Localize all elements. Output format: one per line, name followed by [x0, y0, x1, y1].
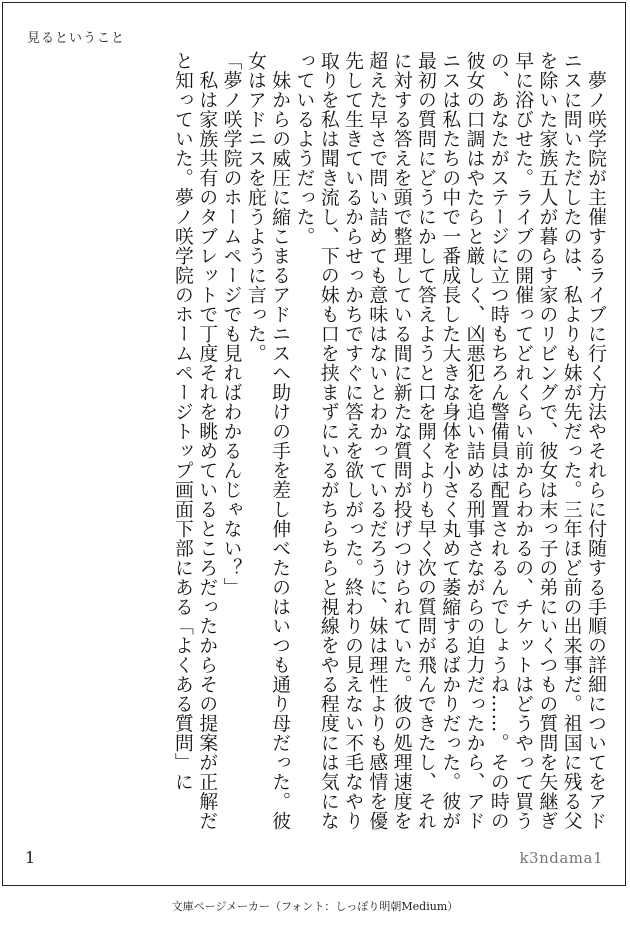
- page-number: 1: [25, 848, 36, 867]
- running-head-title: 見るということ: [27, 31, 126, 46]
- author-name: k3ndama1: [519, 849, 603, 867]
- paragraph: 私は家族共有のタブレットで丁度それを眺めているところだったからその提案が正解だと知っていた。夢ノ咲学院のホームページトップ画面下部にある「よくある質問」に: [171, 51, 218, 831]
- paragraph: 夢ノ咲学院が主催するライブに行く方法やそれらに付随する手順の詳細についてをアドニスに問いただしたのは、私よりも妹が先だった。三年ほど前の出来事だ。祖国に残る父を除いた家族五人が暮らす家のリビングで、彼女は末っ子の弟にいくつもの質問を矢継ぎ早に浴びせた。ライブの開催ってどれくらい前からわかるの、チケットはどうやって買うの、あなたがステージに立つ時もちろん警備員は配置されるんでしょうね……。その時の彼女の口調はやたらと厳しく、凶悪犯を追い詰める刑事さながらの迫力だったから、アドニスは私たちの中で一番成長した大きな身体を小さく丸めて萎縮するばかりだった。彼が最初の質問にどうにかして答えようと口を開くよりも早く次の質問が飛んできたし、それに対する答えを頭で整理している間に新たな質問が投げつけられていた。彼の処理速度を超えた早さで問い詰めても意味はないとわかっているだろうに、妹は理性よりも感情を優先して生きているからせっかちですぐに答えを欲しがった。終わりの見えない不毛なやり取りを私は聞き流し、下の妹も口を挟まずにいるがちらちらと視線をやる程度には気になっているようだった。: [293, 51, 606, 831]
- paragraph: 妹からの威圧に縮こまるアドニスへ助けの手を差し伸べたのはいつも通り母だった。彼女はアドニスを庇うように言った。: [244, 51, 291, 831]
- book-page: [2, 2, 626, 886]
- paragraph: 「夢ノ咲学院のホームページでも見ればわかるんじゃない？」: [220, 51, 242, 597]
- vertical-body-text: [27, 51, 607, 839]
- generator-caption: 文庫ページメーカー（フォント：しっぽり明朝Medium）: [171, 900, 459, 913]
